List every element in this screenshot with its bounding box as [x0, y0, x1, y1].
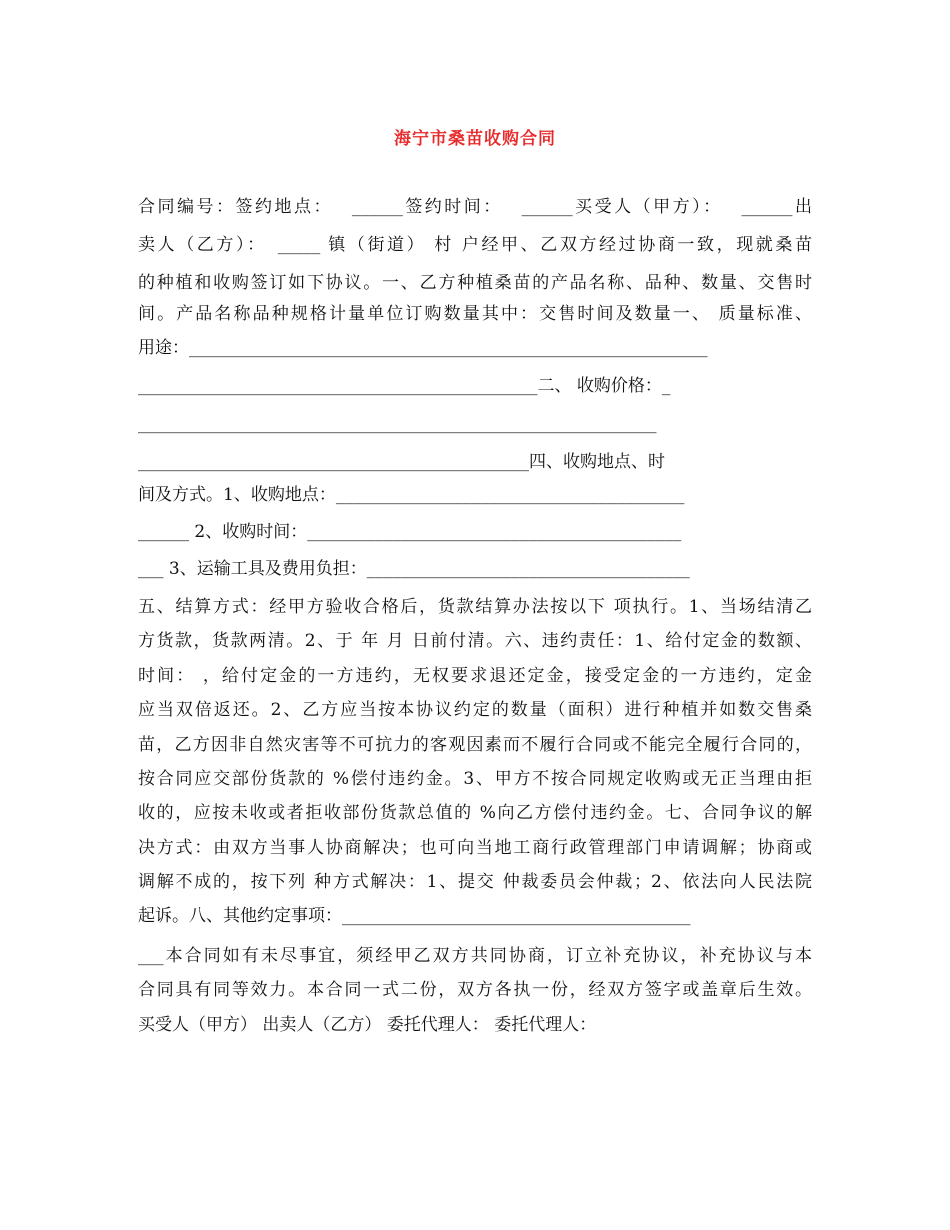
text-line: 应当双倍返还。2、乙方应当按本协议约定的数量（面积）进行种植并如数交售桑 — [138, 700, 812, 720]
text-line: 合同具有同等效力。本合同一式二份，双方各执一份，经双方签字或盖章后生效。 — [138, 980, 812, 1000]
document-title: 海宁市桑苗收购合同 — [394, 129, 556, 149]
text-line: 起诉。八、其他约定事项：_________________________________________ — [138, 906, 691, 926]
signature-line: 买受人（甲方） 出卖人（乙方） 委托代理人： 委托代理人： — [138, 1015, 597, 1035]
text-line: 卖人（乙方）： _____ 镇（街道） 村 户经甲、乙双方经过协商一致，现就桑苗 — [138, 235, 812, 255]
text-line: 间及方式。1、收购地点：_________________________________________ — [138, 485, 685, 505]
text-line: ______________________________________________四、收购地点、时 — [138, 452, 665, 472]
text-line: 的种植和收购签订如下协议。一、乙方种植桑苗的产品名称、品种、数量、交售时 — [138, 273, 812, 293]
text-line: 苗，乙方因非自然灾害等不可抗力的客观因素而不履行合同或不能完全履行合同的， — [138, 735, 812, 755]
text-line: 按合同应交部份货款的 %偿付违约金。3、甲方不按合同规定收购或无正当理由拒 — [138, 769, 812, 789]
text-line: 决方式：由双方当事人协商解决；也可向当地工商行政管理部门申请调解；协商或 — [138, 838, 812, 858]
text-line: _______________________________________________二、 收购价格：_ — [138, 376, 671, 396]
text-line: 收的，应按未收或者拒收部份货款总值的 %向乙方偿付违约金。七、合同争议的解 — [138, 803, 812, 823]
text-line: 间。产品名称品种规格计量单位订购数量其中：交售时间及数量一、 质量标准、 — [138, 304, 812, 324]
text-line: 时间： ，给付定金的一方违约，无权要求退还定金，接受定金的一方违约，定金 — [138, 666, 812, 686]
text-line: 合同编号：签约地点： ______签约时间： ______买受人（甲方）： ______出 — [138, 197, 812, 217]
text-line: 五、结算方式：经甲方验收合格后，货款结算办法按以下 项执行。1、当场结清乙 — [138, 597, 812, 617]
text-line: _____________________________________________________________ — [138, 414, 657, 434]
text-line: 调解不成的，按下列 种方式解决：1、提交 仲裁委员会仲裁；2、依法向人民法院 — [138, 872, 812, 892]
text-line: ___本合同如有未尽事宜，须经甲乙双方共同协商，订立补充协议，补充协议与本 — [138, 946, 812, 966]
text-line: ___ 3、运输工具及费用负担：______________________________________ — [138, 559, 690, 579]
text-line: 方货款，货款两清。2、于 年 月 日前付清。六、违约责任：1、给付定金的数额、 — [138, 631, 812, 651]
text-line: 用途：_____________________________________________________________ — [138, 338, 708, 358]
text-line: ______ 2、收购时间：____________________________________________ — [138, 522, 682, 542]
